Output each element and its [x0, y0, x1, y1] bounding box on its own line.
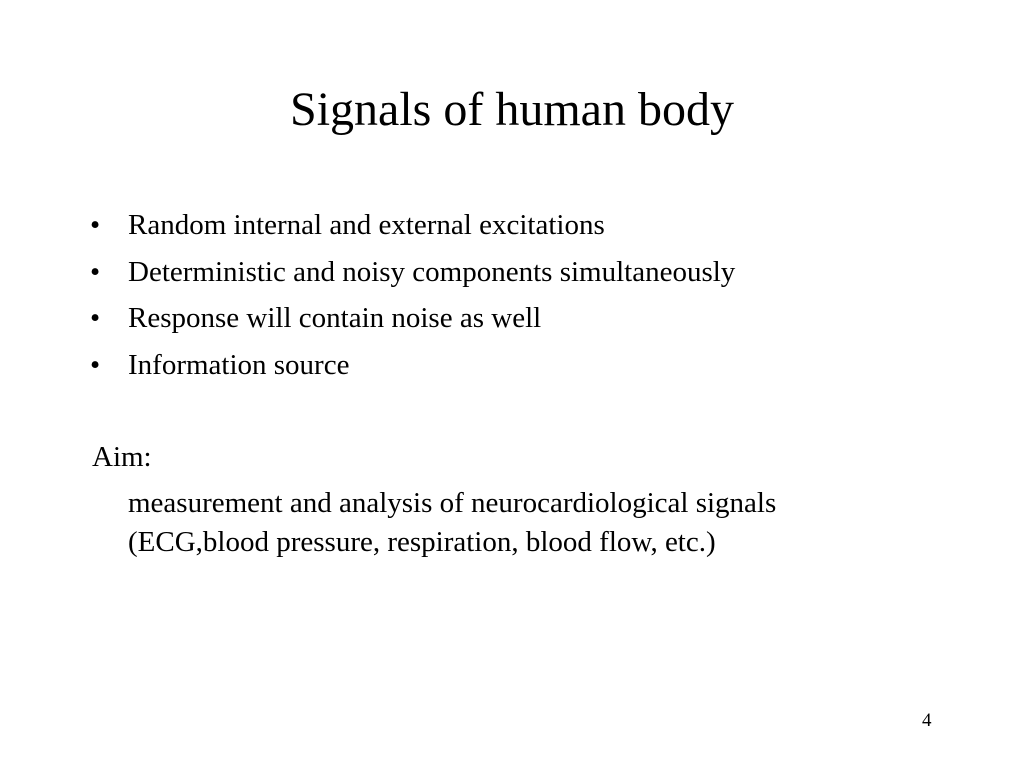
bullet-item	[90, 342, 735, 389]
bullet-text: Information source	[128, 348, 350, 381]
aim-line: measurement and analysis of neurocardiological signals	[128, 487, 777, 519]
bullet-list	[90, 202, 735, 388]
bullet-icon: •	[90, 209, 101, 241]
bullet-text: Random internal and external excitations	[128, 209, 605, 241]
bullet-item	[90, 249, 735, 296]
bullet-icon: •	[90, 348, 101, 381]
bullet-text: Deterministic and noisy components simultaneously	[128, 255, 736, 288]
bullet-item	[90, 202, 735, 249]
aim-description	[128, 484, 968, 562]
bullet-icon: •	[90, 302, 101, 334]
aim-line: (ECG,blood pressure, respiration, blood flow, etc.)	[128, 526, 716, 558]
bullet-item	[90, 295, 735, 342]
bullet-icon: •	[90, 255, 101, 288]
slide-title: Signals of human body	[290, 83, 734, 136]
aim-label: Aim:	[92, 441, 152, 473]
page-number: 4	[922, 710, 932, 731]
bullet-text: Response will contain noise as well	[128, 302, 542, 334]
